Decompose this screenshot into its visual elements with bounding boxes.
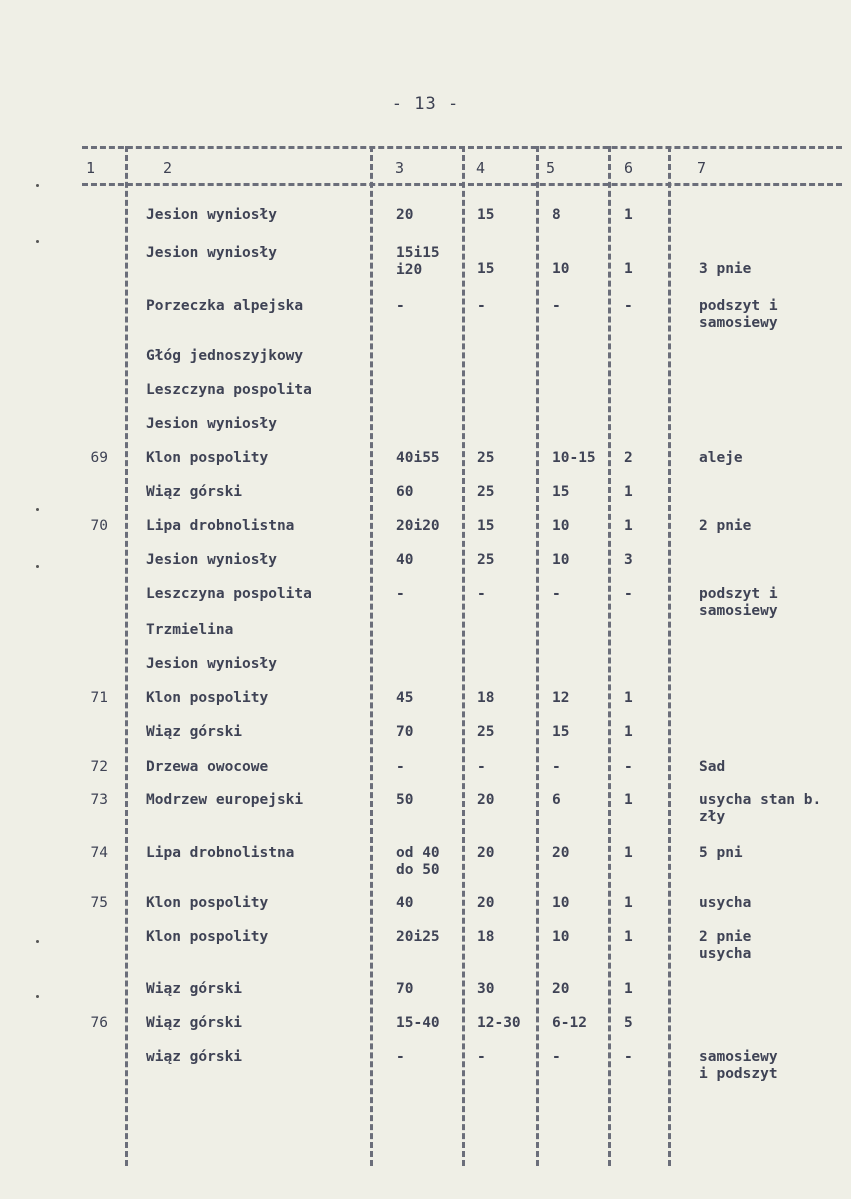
column-divider-1	[125, 146, 128, 1166]
table-cell-col-2: Klon pospolity	[146, 690, 269, 706]
table-cell-col-2: Wiąz górski	[146, 1015, 243, 1031]
table-cell-col-2: Głóg jednoszyjkowy	[146, 348, 304, 364]
table-cell-col-6: 1	[624, 845, 633, 861]
table-cell-col-5: 20	[552, 845, 570, 861]
table-cell-col-7: 3 pnie	[699, 261, 752, 277]
table-cell-col-6: -	[624, 759, 633, 775]
table-cell-col-2: Klon pospolity	[146, 895, 269, 911]
header-col-4: 4	[476, 159, 486, 177]
table-cell-col-3: od 40 do 50	[396, 845, 440, 878]
column-divider-3	[462, 146, 465, 1166]
table-cell-col-4: 12-30	[477, 1015, 521, 1031]
table-cell-col-6: 1	[624, 724, 633, 740]
table-cell-col-4: -	[477, 1049, 486, 1065]
header-col-2: 2	[163, 159, 173, 177]
table-cell-col-6: 1	[624, 981, 633, 997]
table-cell-col-5: 10-15	[552, 450, 596, 466]
header-col-7: 7	[697, 159, 707, 177]
header-col-6: 6	[624, 159, 634, 177]
table-cell-col-4: -	[477, 586, 486, 602]
table-cell-col-5: -	[552, 1049, 561, 1065]
table-cell-col-7: usycha	[699, 895, 752, 911]
table-cell-col-4: 20	[477, 895, 495, 911]
table-cell-col-6: 1	[624, 518, 633, 534]
table-cell-col-1: 73	[90, 792, 108, 808]
table-cell-col-6: 1	[624, 929, 633, 945]
table-cell-col-5: -	[552, 759, 561, 775]
table-cell-col-6: 1	[624, 484, 633, 500]
table-cell-col-3: 40	[396, 552, 414, 568]
margin-mark	[36, 940, 39, 943]
table-cell-col-1: 69	[90, 450, 108, 466]
table-cell-col-3: 15-40	[396, 1015, 440, 1031]
table-cell-col-3: 20i25	[396, 929, 440, 945]
margin-mark	[36, 565, 39, 568]
table-cell-col-3: 50	[396, 792, 414, 808]
table-cell-col-4: 20	[477, 792, 495, 808]
table-cell-col-4: 15	[477, 207, 495, 223]
header-col-1: 1	[86, 159, 96, 177]
table-cell-col-5: 10	[552, 552, 570, 568]
table-cell-col-2: Drzewa owocowe	[146, 759, 269, 775]
table-cell-col-4: 20	[477, 845, 495, 861]
table-cell-col-2: Lipa drobnolistna	[146, 845, 295, 861]
table-cell-col-4: 15	[477, 518, 495, 534]
table-cell-col-2: Jesion wyniosły	[146, 552, 277, 568]
table-cell-col-3: -	[396, 1049, 405, 1065]
table-cell-col-6: -	[624, 1049, 633, 1065]
table-cell-col-5: 6-12	[552, 1015, 587, 1031]
table-cell-col-4: 25	[477, 484, 495, 500]
table-cell-col-5: 15	[552, 724, 570, 740]
table-cell-col-2: Leszczyna pospolita	[146, 382, 312, 398]
table-cell-col-4: 18	[477, 929, 495, 945]
table-cell-col-5: 12	[552, 690, 570, 706]
table-cell-col-7: 2 pnie usycha	[699, 929, 752, 962]
table-cell-col-4: 30	[477, 981, 495, 997]
table-cell-col-5: 8	[552, 207, 561, 223]
header-col-5: 5	[546, 159, 556, 177]
table-cell-col-3: -	[396, 586, 405, 602]
table-cell-col-6: 1	[624, 690, 633, 706]
table-cell-col-4: -	[477, 298, 486, 314]
table-cell-col-3: 40	[396, 895, 414, 911]
table-cell-col-3: 20	[396, 207, 414, 223]
table-cell-col-6: 1	[624, 207, 633, 223]
table-cell-col-4: 25	[477, 724, 495, 740]
table-cell-col-4: 15	[477, 261, 495, 277]
table-cell-col-1: 70	[90, 518, 108, 534]
header-col-3: 3	[395, 159, 405, 177]
table-cell-col-6: 2	[624, 450, 633, 466]
table-cell-col-1: 75	[90, 895, 108, 911]
table-cell-col-1: 72	[90, 759, 108, 775]
table-cell-col-3: 40i55	[396, 450, 440, 466]
table-cell-col-6: 1	[624, 261, 633, 277]
margin-mark	[36, 184, 39, 187]
table-cell-col-7: usycha stan b. zły	[699, 792, 822, 825]
table-cell-col-2: Wiąz górski	[146, 484, 243, 500]
table-cell-col-2: wiąz górski	[146, 1049, 243, 1065]
table-cell-col-2: Wiąz górski	[146, 981, 243, 997]
margin-mark	[36, 995, 39, 998]
table-cell-col-1: 74	[90, 845, 108, 861]
column-divider-5	[608, 146, 611, 1166]
table-cell-col-6: 1	[624, 895, 633, 911]
column-divider-2	[370, 146, 373, 1166]
column-divider-4	[536, 146, 539, 1166]
margin-mark	[36, 508, 39, 511]
table-cell-col-4: -	[477, 759, 486, 775]
table-cell-col-2: Wiąz górski	[146, 724, 243, 740]
table-cell-col-2: Jesion wyniosły	[146, 416, 277, 432]
table-cell-col-5: 10	[552, 929, 570, 945]
table-cell-col-5: 10	[552, 261, 570, 277]
table-cell-col-2: Modrzew europejski	[146, 792, 304, 808]
table-cell-col-2: Jesion wyniosły	[146, 245, 277, 261]
table-cell-col-7: podszyt i samosiewy	[699, 586, 778, 619]
table-cell-col-2: Lipa drobnolistna	[146, 518, 295, 534]
column-divider-6	[668, 146, 671, 1166]
table-cell-col-3: 70	[396, 981, 414, 997]
table-cell-col-6: 5	[624, 1015, 633, 1031]
table-cell-col-5: -	[552, 586, 561, 602]
table-cell-col-1: 76	[90, 1015, 108, 1031]
table-cell-col-5: -	[552, 298, 561, 314]
table-cell-col-6: 3	[624, 552, 633, 568]
table-cell-col-3: 45	[396, 690, 414, 706]
table-cell-col-7: samosiewy i podszyt	[699, 1049, 778, 1082]
table-cell-col-6: 1	[624, 792, 633, 808]
table-cell-col-5: 10	[552, 895, 570, 911]
table-cell-col-5: 20	[552, 981, 570, 997]
table-cell-col-7: podszyt i samosiewy	[699, 298, 778, 331]
table-cell-col-2: Jesion wyniosły	[146, 207, 277, 223]
table-cell-col-2: Porzeczka alpejska	[146, 298, 304, 314]
table-cell-col-7: Sad	[699, 759, 726, 775]
margin-mark	[36, 240, 39, 243]
table-cell-col-4: 25	[477, 552, 495, 568]
table-cell-col-3: -	[396, 759, 405, 775]
table-cell-col-5: 15	[552, 484, 570, 500]
table-cell-col-5: 10	[552, 518, 570, 534]
table-cell-col-3: -	[396, 298, 405, 314]
table-cell-col-7: 5 pni	[699, 845, 743, 861]
table-cell-col-3: 15i15 i20	[396, 245, 440, 278]
table-cell-col-6: -	[624, 586, 633, 602]
page-number: - 13 -	[391, 94, 460, 114]
table-cell-col-4: 25	[477, 450, 495, 466]
table-cell-col-4: 18	[477, 690, 495, 706]
table-cell-col-2: Jesion wyniosły	[146, 656, 277, 672]
table-cell-col-2: Klon pospolity	[146, 450, 269, 466]
table-cell-col-6: -	[624, 298, 633, 314]
table-cell-col-1: 71	[90, 690, 108, 706]
table-cell-col-7: 2 pnie	[699, 518, 752, 534]
table-cell-col-3: 70	[396, 724, 414, 740]
table-cell-col-7: aleje	[699, 450, 743, 466]
table-cell-col-3: 20i20	[396, 518, 440, 534]
table-cell-col-2: Trzmielina	[146, 622, 234, 638]
table-cell-col-2: Klon pospolity	[146, 929, 269, 945]
table-cell-col-3: 60	[396, 484, 414, 500]
table-cell-col-2: Leszczyna pospolita	[146, 586, 312, 602]
table-cell-col-5: 6	[552, 792, 561, 808]
